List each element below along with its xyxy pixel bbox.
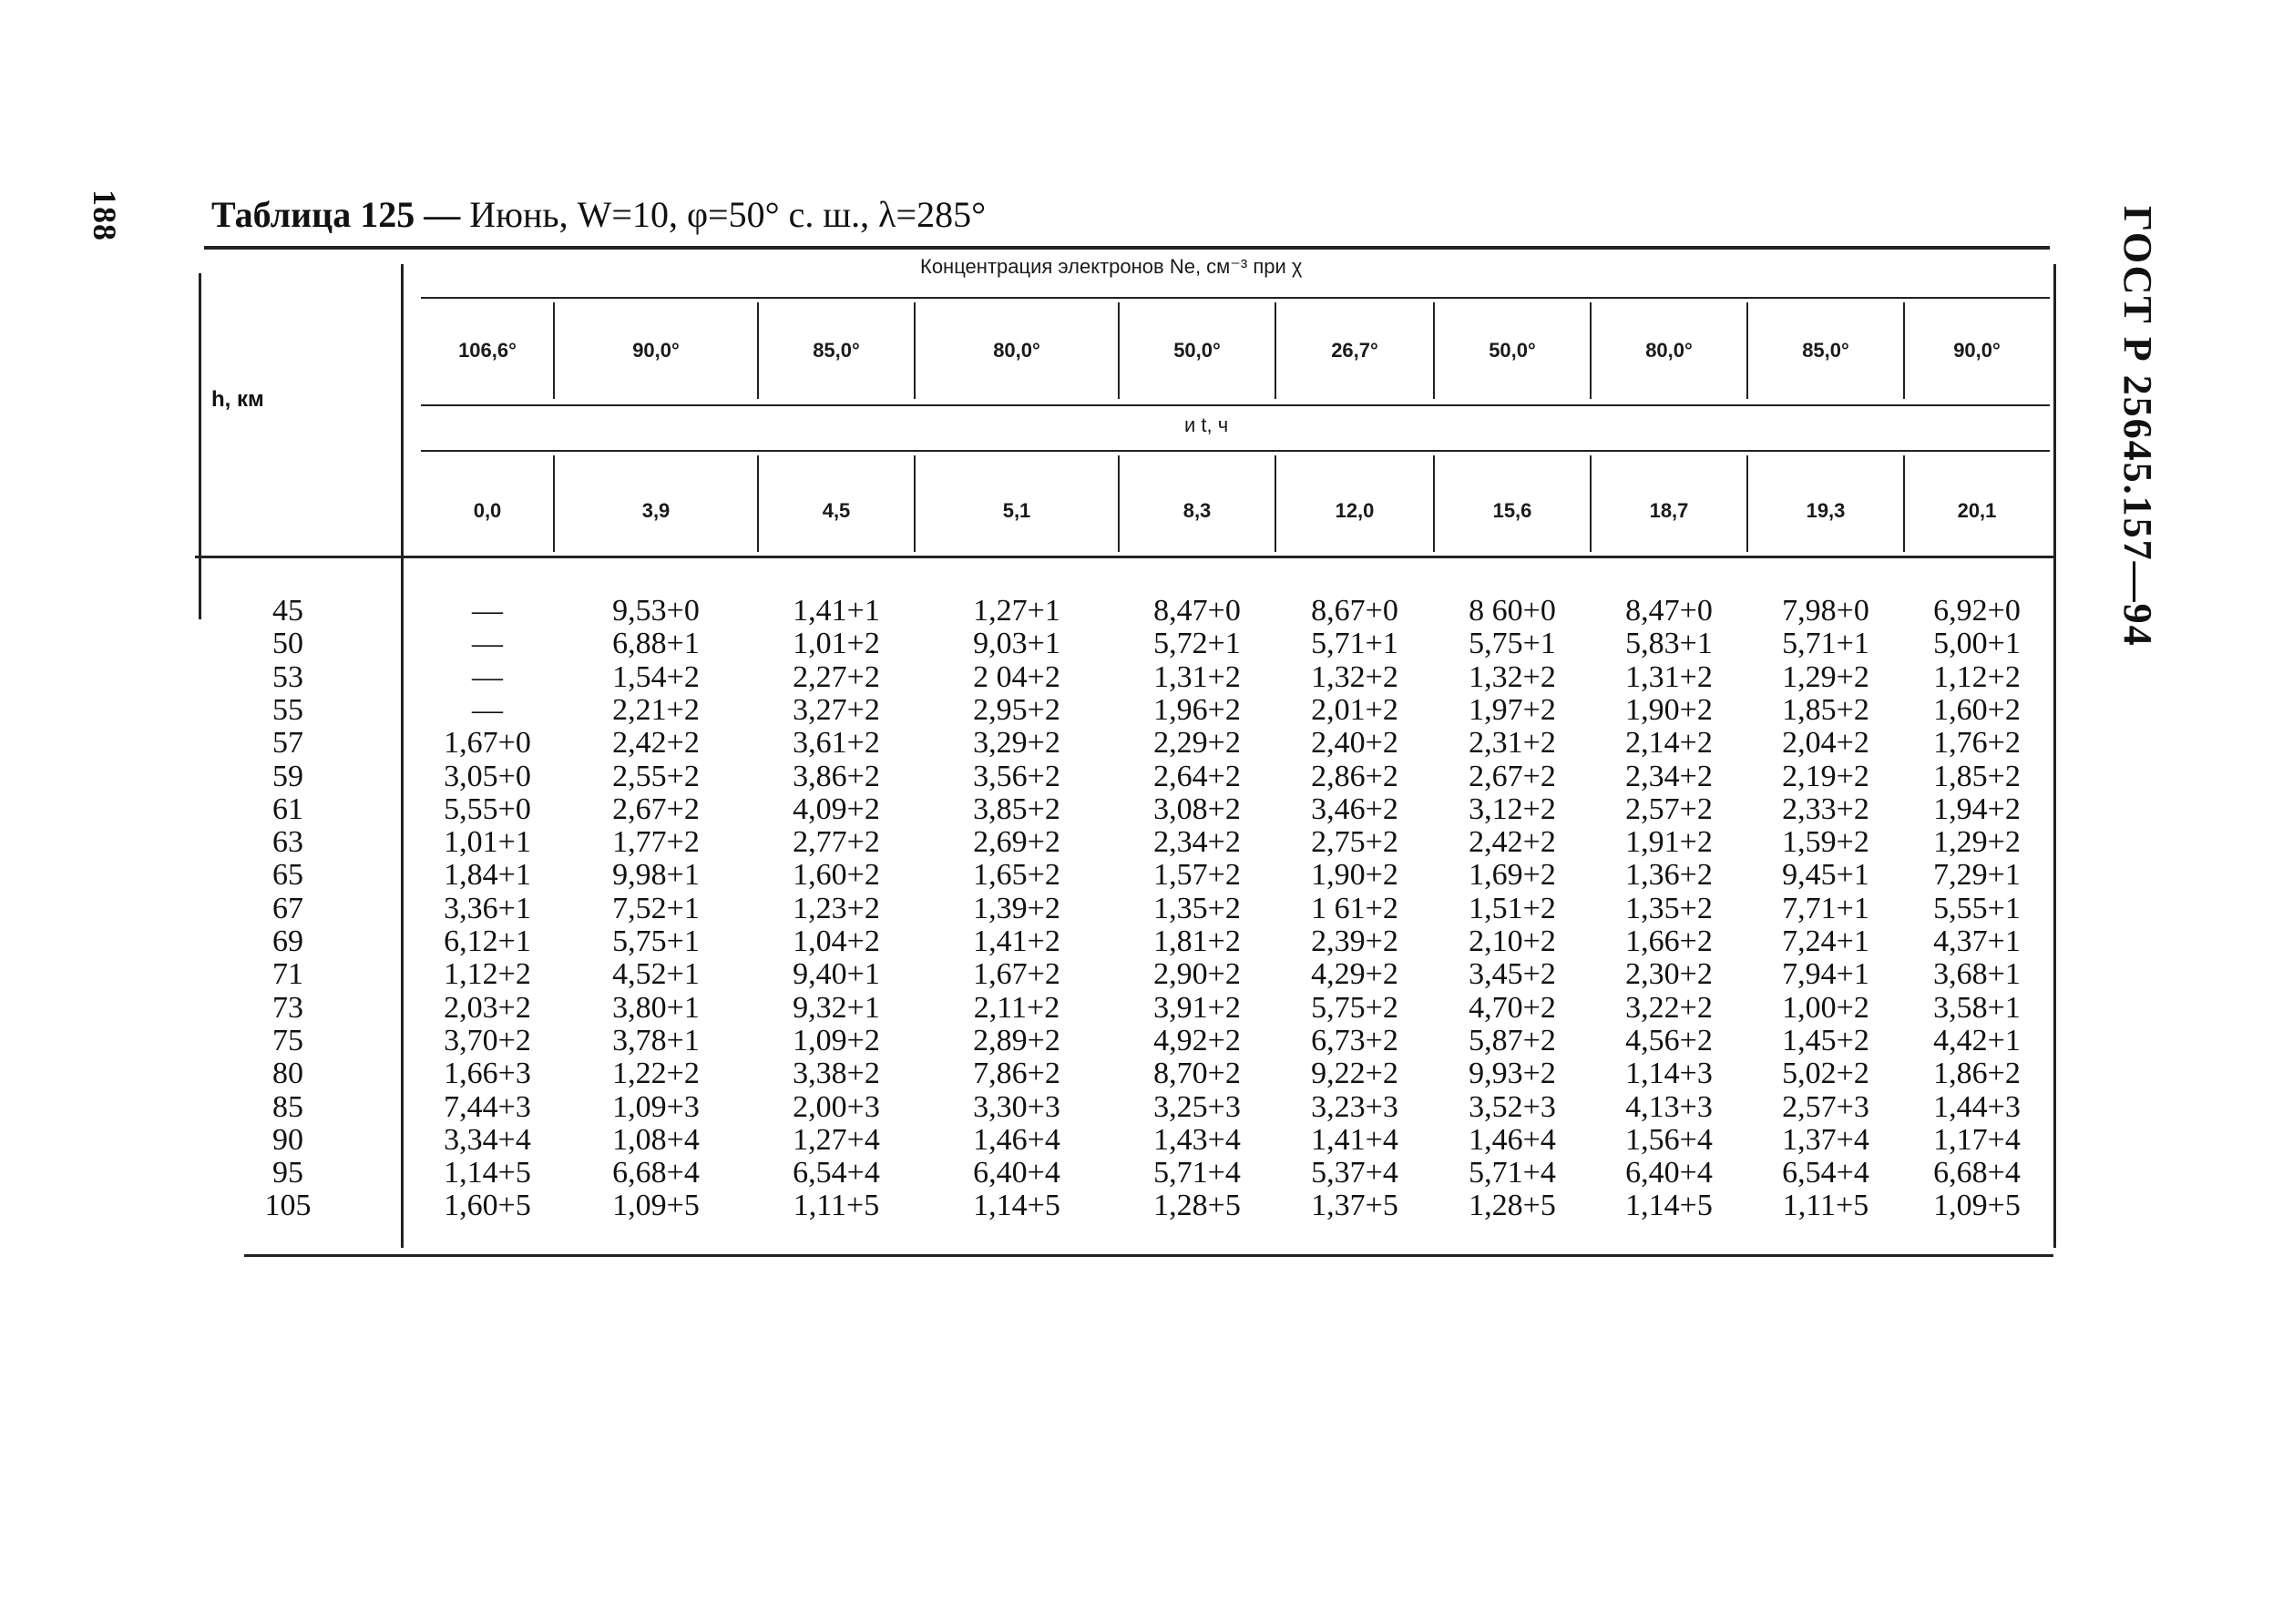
- concentration-cell: 9,32+1: [793, 990, 880, 1025]
- concentration-cell: 1,28+5: [1153, 1189, 1241, 1223]
- concentration-cell: 3,36+1: [444, 891, 531, 925]
- concentration-cell: 3,61+2: [793, 726, 880, 761]
- bottom-rule: [244, 1254, 2053, 1257]
- concentration-cell: 1,59+2: [1782, 825, 1869, 860]
- header-cell-divider: [1118, 455, 1120, 552]
- concentration-cell: 2,42+2: [1469, 825, 1556, 860]
- concentration-cell: 2,86+2: [1311, 759, 1398, 793]
- concentration-cell: 3,52+3: [1469, 1089, 1556, 1124]
- concentration-cell: 5,75+1: [1469, 627, 1556, 661]
- concentration-cell: 1,27+1: [973, 594, 1060, 628]
- altitude-cell: 57: [272, 726, 303, 761]
- concentration-cell: 4,52+1: [612, 957, 700, 992]
- concentration-cell: 2,57+2: [1625, 792, 1713, 826]
- concentration-cell: 6,88+1: [612, 627, 700, 661]
- concentration-cell: 3,25+3: [1153, 1089, 1241, 1124]
- concentration-cell: 1,76+2: [1933, 726, 2021, 761]
- concentration-cell: 1,17+4: [1933, 1122, 2021, 1157]
- concentration-cell: 2,69+2: [973, 825, 1060, 860]
- concentration-cell: 6,92+0: [1933, 594, 2021, 628]
- concentration-cell: 9,03+1: [973, 627, 1060, 661]
- header-cell-divider: [914, 455, 916, 552]
- concentration-cell: 2,89+2: [973, 1023, 1060, 1057]
- concentration-cell: 4,92+2: [1153, 1023, 1241, 1057]
- altitude-cell: 75: [272, 1023, 303, 1057]
- concentration-cell: 1,41+1: [793, 594, 880, 628]
- concentration-cell: 1,66+2: [1625, 924, 1713, 958]
- concentration-cell: 7,29+1: [1933, 858, 2021, 893]
- concentration-cell: 6,40+4: [973, 1156, 1060, 1190]
- concentration-cell: 4,37+1: [1933, 924, 2021, 958]
- altitude-cell: 105: [264, 1189, 312, 1223]
- concentration-cell: 8 60+0: [1469, 594, 1556, 628]
- concentration-cell: 1,60+2: [1933, 692, 2021, 727]
- concentration-cell: 1,46+4: [1469, 1122, 1556, 1157]
- concentration-cell: 8,70+2: [1153, 1057, 1241, 1091]
- concentration-cell: 1,57+2: [1153, 858, 1241, 893]
- concentration-cell: 1,31+2: [1625, 659, 1713, 694]
- concentration-cell: 6,54+4: [1782, 1156, 1869, 1190]
- concentration-cell: 4,29+2: [1311, 957, 1398, 992]
- concentration-cell: 5,87+2: [1469, 1023, 1556, 1057]
- concentration-cell: 2,30+2: [1625, 957, 1713, 992]
- altitude-cell: 73: [272, 990, 303, 1025]
- concentration-cell: 1,22+2: [612, 1057, 700, 1091]
- concentration-cell: 6,68+4: [1933, 1156, 2021, 1190]
- concentration-cell: 1,29+2: [1933, 825, 2021, 860]
- altitude-cell: 95: [272, 1156, 303, 1190]
- concentration-cell: 3,34+4: [444, 1122, 531, 1157]
- concentration-cell: 1,81+2: [1153, 924, 1241, 958]
- concentration-cell: 1,37+5: [1311, 1189, 1398, 1223]
- table-title: [211, 193, 986, 236]
- concentration-cell: 1,12+2: [1933, 659, 2021, 694]
- concentration-cell: 2,00+3: [793, 1089, 880, 1124]
- concentration-cell: 1,60+5: [444, 1189, 531, 1223]
- table-title-conditions: Июнь, W=10, φ=50° с. ш., λ=285°: [469, 194, 987, 235]
- concentration-cell: 9,40+1: [793, 957, 880, 992]
- concentration-cell: 3,85+2: [973, 792, 1060, 826]
- chi-header-cell: 106,6°: [458, 339, 517, 362]
- concentration-cell: 9,93+2: [1469, 1057, 1556, 1091]
- concentration-cell: 3,45+2: [1469, 957, 1556, 992]
- t-header-cell: 20,1: [1957, 499, 1997, 522]
- concentration-cell: 1,51+2: [1469, 891, 1556, 925]
- concentration-cell: 3,08+2: [1153, 792, 1241, 826]
- concentration-cell: 7,94+1: [1782, 957, 1869, 992]
- concentration-cell: 5,55+1: [1933, 891, 2021, 925]
- concentration-cell: 1,66+3: [444, 1057, 531, 1091]
- altitude-cell: 85: [272, 1089, 303, 1124]
- concentration-cell: 1,08+4: [612, 1122, 700, 1157]
- chi-header-cell: 50,0°: [1489, 339, 1536, 362]
- t-header-cell: 4,5: [822, 499, 851, 522]
- concentration-cell: 5,71+1: [1782, 627, 1869, 661]
- concentration-cell: 2,39+2: [1311, 924, 1398, 958]
- concentration-cell: 4,56+2: [1625, 1023, 1713, 1057]
- concentration-cell: 1,43+4: [1153, 1122, 1241, 1157]
- concentration-cell: 5,02+2: [1782, 1057, 1869, 1091]
- concentration-cell: 7,71+1: [1782, 891, 1869, 925]
- t-header-cell: 3,9: [641, 499, 671, 522]
- t-header-cell: 19,3: [1806, 499, 1846, 522]
- concentration-cell: 2,10+2: [1469, 924, 1556, 958]
- chi-header-cell: 90,0°: [1953, 339, 2001, 362]
- concentration-cell: —: [472, 692, 503, 727]
- h-column-label: h, км: [211, 387, 264, 412]
- concentration-cell: 5,55+0: [444, 792, 531, 826]
- concentration-cell: 5,00+1: [1933, 627, 2021, 661]
- concentration-cell: 1,37+4: [1782, 1122, 1869, 1157]
- concentration-cell: 5,71+4: [1469, 1156, 1556, 1190]
- concentration-cell: 1,84+1: [444, 858, 531, 893]
- concentration-cell: 5,71+4: [1153, 1156, 1241, 1190]
- h-column-divider: [401, 264, 404, 1248]
- concentration-cell: —: [472, 627, 503, 661]
- chi-header-cell: 26,7°: [1331, 339, 1378, 362]
- concentration-cell: 1,01+2: [793, 627, 880, 661]
- concentration-cell: 1,35+2: [1153, 891, 1241, 925]
- concentration-cell: 5,75+1: [612, 924, 700, 958]
- concentration-cell: 2,29+2: [1153, 726, 1241, 761]
- concentration-cell: 1,09+3: [612, 1089, 700, 1124]
- concentration-cell: 1,45+2: [1782, 1023, 1869, 1057]
- concentration-cell: 2,40+2: [1311, 726, 1398, 761]
- concentration-cell: 1 61+2: [1311, 891, 1398, 925]
- concentration-cell: 7,52+1: [612, 891, 700, 925]
- header-cell-divider: [757, 455, 759, 552]
- concentration-cell: 2,95+2: [973, 692, 1060, 727]
- concentration-cell: 1,31+2: [1153, 659, 1241, 694]
- concentration-cell: 3,05+0: [444, 759, 531, 793]
- concentration-cell: 1,11+5: [1782, 1189, 1869, 1223]
- concentration-cell: 2,64+2: [1153, 759, 1241, 793]
- concentration-cell: 4,70+2: [1469, 990, 1556, 1025]
- concentration-cell: 1,28+5: [1469, 1189, 1556, 1223]
- chi-header-cell: 80,0°: [993, 339, 1040, 362]
- concentration-cell: 1,54+2: [612, 659, 700, 694]
- concentration-cell: 9,22+2: [1311, 1057, 1398, 1091]
- chi-header-cell: 85,0°: [813, 339, 860, 362]
- altitude-cell: 45: [272, 594, 303, 628]
- concentration-cell: 1,97+2: [1469, 692, 1556, 727]
- concentration-cell: 1,86+2: [1933, 1057, 2021, 1091]
- concentration-cell: 3,29+2: [973, 726, 1060, 761]
- concentration-cell: 7,44+3: [444, 1089, 531, 1124]
- concentration-cell: 3,23+3: [1311, 1089, 1398, 1124]
- concentration-cell: 8,47+0: [1153, 594, 1241, 628]
- concentration-cell: 1,46+4: [973, 1122, 1060, 1157]
- concentration-cell: 1,44+3: [1933, 1089, 2021, 1124]
- header-cell-divider: [1903, 302, 1905, 399]
- concentration-cell: 1,32+2: [1469, 659, 1556, 694]
- concentration-cell: 1,09+5: [1933, 1189, 2021, 1223]
- chi-header-cell: 80,0°: [1645, 339, 1693, 362]
- concentration-cell: 2,11+2: [973, 990, 1060, 1025]
- concentration-cell: 1,69+2: [1469, 858, 1556, 893]
- concentration-cell: 1,14+5: [444, 1156, 531, 1190]
- header-cell-divider: [1433, 302, 1435, 399]
- concentration-cell: 3,27+2: [793, 692, 880, 727]
- altitude-cell: 67: [272, 891, 303, 925]
- t-header-cell: 0,0: [473, 499, 502, 522]
- altitude-cell: 90: [272, 1122, 303, 1157]
- concentration-cell: 2,27+2: [793, 659, 880, 694]
- concentration-cell: 2,33+2: [1782, 792, 1869, 826]
- concentration-cell: 1,35+2: [1625, 891, 1713, 925]
- header-cell-divider: [757, 302, 759, 399]
- concentration-cell: 2,77+2: [793, 825, 880, 860]
- altitude-cell: 61: [272, 792, 303, 826]
- concentration-cell: 3,78+1: [612, 1023, 700, 1057]
- concentration-cell: 3,68+1: [1933, 957, 2021, 992]
- concentration-cell: 3,56+2: [973, 759, 1060, 793]
- header-cell-divider: [553, 455, 555, 552]
- concentration-cell: 3,58+1: [1933, 990, 2021, 1025]
- concentration-cell: 2,19+2: [1782, 759, 1869, 793]
- header-cell-divider: [553, 302, 555, 399]
- concentration-cell: 2,67+2: [612, 792, 700, 826]
- altitude-cell: 65: [272, 858, 303, 893]
- t-header-cell: 8,3: [1182, 499, 1212, 522]
- left-border: [199, 273, 201, 619]
- concentration-cell: 4,13+3: [1625, 1089, 1713, 1124]
- concentration-cell: 3,38+2: [793, 1057, 880, 1091]
- concentration-cell: 1,60+2: [793, 858, 880, 893]
- concentration-cell: 1,14+3: [1625, 1057, 1713, 1091]
- concentration-cell: 1,96+2: [1153, 692, 1241, 727]
- concentration-cell: 1,77+2: [612, 825, 700, 860]
- concentration-cell: 1,90+2: [1311, 858, 1398, 893]
- altitude-cell: 50: [272, 627, 303, 661]
- concentration-cell: 3,86+2: [793, 759, 880, 793]
- concentration-cell: 7,24+1: [1782, 924, 1869, 958]
- concentration-cell: 6,73+2: [1311, 1023, 1398, 1057]
- concentration-cell: 2,57+3: [1782, 1089, 1869, 1124]
- concentration-cell: 6,40+4: [1625, 1156, 1713, 1190]
- concentration-cell: 2 04+2: [973, 659, 1060, 694]
- concentration-cell: 1,85+2: [1782, 692, 1869, 727]
- document-code: ГОСТ Р 25645.157—94: [2115, 206, 2160, 648]
- concentration-cell: 2,14+2: [1625, 726, 1713, 761]
- header-cell-divider: [1118, 302, 1120, 399]
- concentration-cell: 5,83+1: [1625, 627, 1713, 661]
- header-cell-divider: [1275, 302, 1276, 399]
- concentration-cell: 1,67+2: [973, 957, 1060, 992]
- concentration-cell: 1,36+2: [1625, 858, 1713, 893]
- concentration-cell: —: [472, 659, 503, 694]
- altitude-cell: 80: [272, 1057, 303, 1091]
- concentration-cell: 1,29+2: [1782, 659, 1869, 694]
- header-cell-divider: [914, 302, 916, 399]
- concentration-cell: 2,21+2: [612, 692, 700, 727]
- concentration-cell: 3,91+2: [1153, 990, 1241, 1025]
- concentration-cell: 1,94+2: [1933, 792, 2021, 826]
- concentration-cell: 3,80+1: [612, 990, 700, 1025]
- concentration-cell: 1,39+2: [973, 891, 1060, 925]
- concentration-cell: 3,22+2: [1625, 990, 1713, 1025]
- concentration-cell: 9,98+1: [612, 858, 700, 893]
- concentration-cell: 1,41+4: [1311, 1122, 1398, 1157]
- concentration-cell: 8,67+0: [1311, 594, 1398, 628]
- concentration-cell: 1,14+5: [973, 1189, 1060, 1223]
- chi-header-rule: [421, 297, 2050, 299]
- concentration-cell: 1,27+4: [793, 1122, 880, 1157]
- altitude-cell: 55: [272, 692, 303, 727]
- concentration-cell: 1,01+1: [444, 825, 531, 860]
- concentration-cell: 7,98+0: [1782, 594, 1869, 628]
- concentration-cell: 1,65+2: [973, 858, 1060, 893]
- concentration-cell: 6,12+1: [444, 924, 531, 958]
- top-rule: [204, 246, 2050, 250]
- header-cell-divider: [1746, 302, 1748, 399]
- concentration-cell: 1,32+2: [1311, 659, 1398, 694]
- concentration-cell: —: [472, 594, 503, 628]
- altitude-cell: 69: [272, 924, 303, 958]
- concentration-cell: 2,01+2: [1311, 692, 1398, 727]
- altitude-cell: 59: [272, 759, 303, 793]
- concentration-cell: 2,31+2: [1469, 726, 1556, 761]
- concentration-cell: 2,75+2: [1311, 825, 1398, 860]
- concentration-cell: 3,46+2: [1311, 792, 1398, 826]
- t-header-cell: 12,0: [1335, 499, 1375, 522]
- concentration-cell: 1,85+2: [1933, 759, 2021, 793]
- concentration-cell: 9,45+1: [1782, 858, 1869, 893]
- concentration-cell: 1,56+4: [1625, 1122, 1713, 1157]
- concentration-cell: 7,86+2: [973, 1057, 1060, 1091]
- page-number: 188: [87, 189, 123, 241]
- concentration-cell: 2,42+2: [612, 726, 700, 761]
- concentration-cell: 1,04+2: [793, 924, 880, 958]
- concentration-cell: 1,12+2: [444, 957, 531, 992]
- concentration-cell: 6,54+4: [793, 1156, 880, 1190]
- concentration-cell: 2,90+2: [1153, 957, 1241, 992]
- concentration-cell: 1,67+0: [444, 726, 531, 761]
- chi-header-cell: 90,0°: [632, 339, 680, 362]
- concentration-cell: 1,00+2: [1782, 990, 1869, 1025]
- header-bottom-rule: [195, 556, 2053, 558]
- header-cell-divider: [1590, 455, 1592, 552]
- concentration-cell: 8,47+0: [1625, 594, 1713, 628]
- concentration-cell: 3,12+2: [1469, 792, 1556, 826]
- chi-caption: Концентрация электронов Ne, см⁻³ при χ: [920, 255, 1303, 278]
- t-header-rule-top: [421, 404, 2050, 406]
- concentration-cell: 5,72+1: [1153, 627, 1241, 661]
- concentration-cell: 1,91+2: [1625, 825, 1713, 860]
- altitude-cell: 71: [272, 957, 303, 992]
- concentration-cell: 2,34+2: [1153, 825, 1241, 860]
- right-border: [2053, 264, 2056, 1248]
- header-cell-divider: [1746, 455, 1748, 552]
- concentration-cell: 6,68+4: [612, 1156, 700, 1190]
- t-header-rule-mid: [421, 450, 2050, 452]
- concentration-cell: 3,30+3: [973, 1089, 1060, 1124]
- concentration-cell: 4,42+1: [1933, 1023, 2021, 1057]
- concentration-cell: 3,70+2: [444, 1023, 531, 1057]
- concentration-cell: 1,09+2: [793, 1023, 880, 1057]
- concentration-cell: 5,71+1: [1311, 627, 1398, 661]
- header-cell-divider: [1275, 455, 1276, 552]
- chi-header-cell: 85,0°: [1802, 339, 1849, 362]
- concentration-cell: 1,11+5: [793, 1189, 880, 1223]
- concentration-cell: 1,90+2: [1625, 692, 1713, 727]
- concentration-cell: 1,14+5: [1625, 1189, 1713, 1223]
- chi-header-cell: 50,0°: [1173, 339, 1221, 362]
- header-cell-divider: [1590, 302, 1592, 399]
- header-cell-divider: [1903, 455, 1905, 552]
- concentration-cell: 9,53+0: [612, 594, 700, 628]
- concentration-cell: 1,23+2: [793, 891, 880, 925]
- concentration-cell: 1,09+5: [612, 1189, 700, 1223]
- altitude-cell: 63: [272, 825, 303, 860]
- t-header-cell: 5,1: [1002, 499, 1031, 522]
- concentration-cell: 2,55+2: [612, 759, 700, 793]
- concentration-cell: 5,37+4: [1311, 1156, 1398, 1190]
- t-caption: и t, ч: [1184, 414, 1229, 436]
- t-header-cell: 18,7: [1649, 499, 1689, 522]
- table-title-label: Таблица 125 —: [211, 194, 461, 235]
- concentration-cell: 2,04+2: [1782, 726, 1869, 761]
- concentration-cell: 5,75+2: [1311, 990, 1398, 1025]
- altitude-cell: 53: [272, 659, 303, 694]
- concentration-cell: 4,09+2: [793, 792, 880, 826]
- concentration-cell: 1,41+2: [973, 924, 1060, 958]
- header-cell-divider: [1433, 455, 1435, 552]
- concentration-cell: 2,34+2: [1625, 759, 1713, 793]
- concentration-cell: 2,67+2: [1469, 759, 1556, 793]
- t-header-cell: 15,6: [1492, 499, 1532, 522]
- concentration-cell: 2,03+2: [444, 990, 531, 1025]
